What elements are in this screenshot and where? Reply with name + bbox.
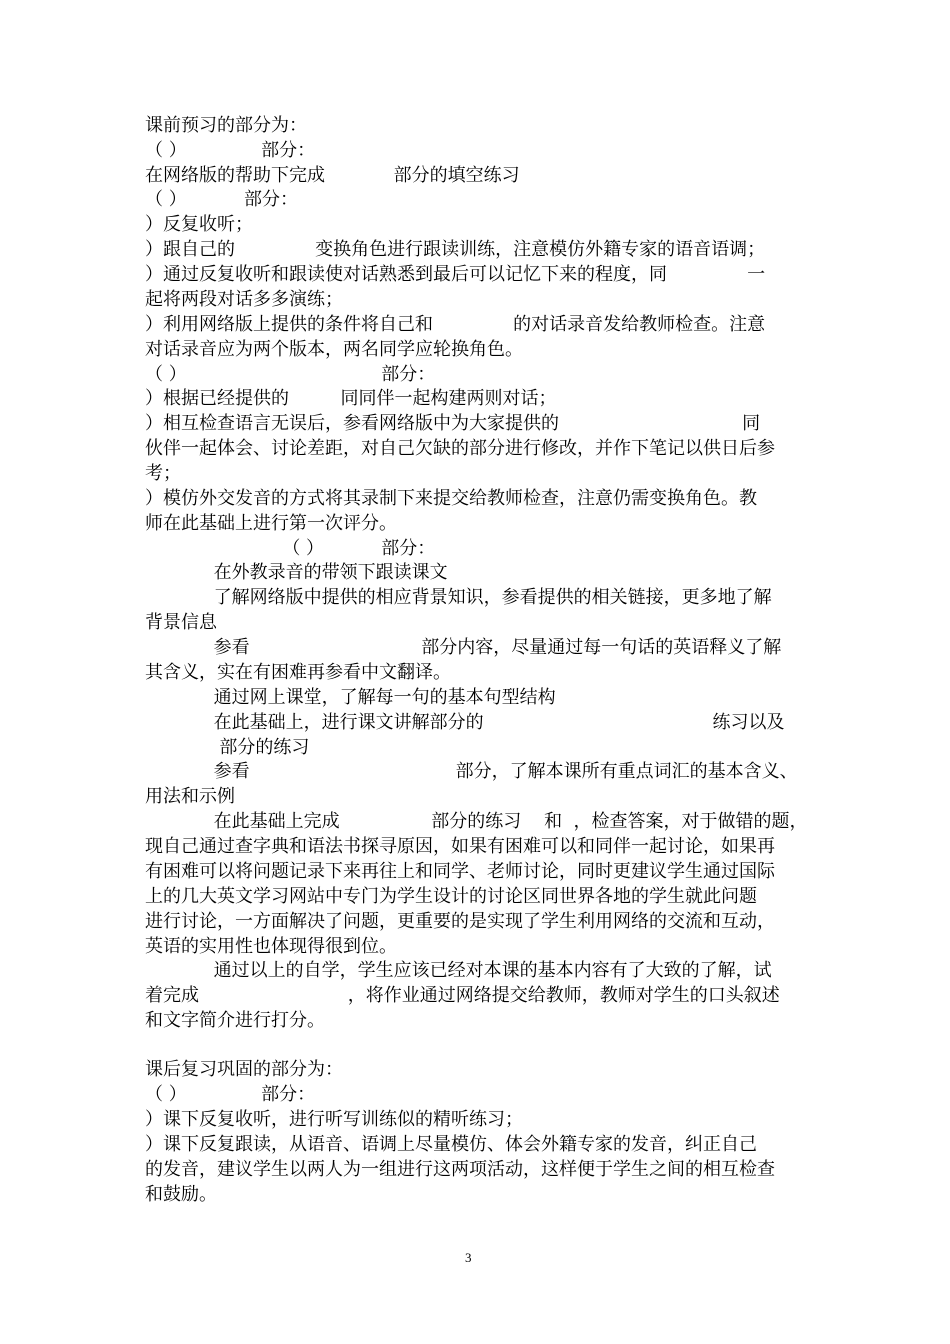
text-line: 其含义，实在有困难再参看中文翻译。 [145,662,451,683]
text-line: 和鼓励。 [145,1184,217,1205]
text-line: 课前预习的部分为： [145,115,307,136]
text-line: 对话录音应为两个版本，两名同学应轮换角色。 [145,339,523,360]
text-line: 有困难可以将问题记录下来再往上和同学、老师讨论，同时更建议学生通过国际 [145,861,775,882]
text-line: 的发音，建议学生以两人为一组进行这两项活动，这样便于学生之间的相互检查 [145,1159,775,1180]
text-line: 师在此基础上进行第一次评分。 [145,513,397,534]
text-line: 现自己通过查字典和语法书探寻原因，如果有困难可以和同伴一起讨论，如果再 [145,836,775,857]
text-line: 伙伴一起体会、讨论差距，对自己欠缺的部分进行修改，并作下笔记以供日后参 [145,438,775,459]
page-number: 3 [465,1250,472,1265]
text-line: 部分的练习 [145,737,310,758]
text-line: 在此基础上完成 部分的练习 和 ，检查答案，对于做错的题， [145,811,808,832]
text-line: 起将两段对话多多演练； [145,289,343,310]
text-line: ）根据已经提供的 同同伴一起构建两则对话； [145,388,557,409]
text-line: 进行讨论，一方面解决了问题，更重要的是实现了学生利用网络的交流和互动， [145,911,775,932]
text-line: 上的几大英文学习网站中专门为学生设计的讨论区同世界各地的学生就此问题 [145,886,757,907]
text-line: （ ） 部分： [145,189,298,210]
text-line: （ ） 部分： [145,1084,316,1105]
text-line: 和文字简介进行打分。 [145,1010,325,1031]
text-line: 英语的实用性也体现得很到位。 [145,936,397,957]
text-line: 在外教录音的带领下跟读课文 [145,562,448,583]
text-line: 在网络版的帮助下完成 部分的填空练习 [145,165,520,186]
text-line: ）跟自己的 变换角色进行跟读训练，注意模仿外籍专家的语音语调； [145,239,766,260]
text-line: ）利用网络版上提供的条件将自己和 的对话录音发给教师检查。注意 [145,314,766,335]
text-line: （ ） 部分： [145,538,436,559]
text-line: ）课下反复跟读，从语音、语调上尽量模仿、体会外籍专家的发音，纠正自己 [145,1134,757,1155]
text-line: （ ） 部分： [145,140,316,161]
text-line: ）相互检查语言无误后，参看网络版中为大家提供的 同 [145,413,761,434]
text-line: 考； [145,463,181,484]
text-line: 参看 部分内容，尽量通过每一句话的英语释义了解 [145,637,782,658]
text-line: 背景信息 [145,612,217,633]
text-line: 着完成 ，将作业通过网络提交给教师，教师对学生的口头叙述 [145,985,780,1006]
text-line: 通过以上的自学，学生应该已经对本课的基本内容有了大致的了解，试 [145,960,772,981]
text-line: ）模仿外交发音的方式将其录制下来提交给教师检查，注意仍需变换角色。教 [145,488,757,509]
text-line: （ ） 部分： [145,364,436,385]
text-line: 在此基础上，进行课文讲解部分的 练习以及 [145,712,785,733]
text-line: 参看 部分，了解本课所有重点词汇的基本含义、 [145,761,798,782]
text-line: 了解网络版中提供的相应背景知识，参看提供的相关链接，更多地了解 [145,587,772,608]
text-line: ）通过反复收听和跟读使对话熟悉到最后可以记忆下来的程度，同 一 [145,264,766,285]
text-line: ）反复收听； [145,214,253,235]
text-line: 用法和示例 [145,786,235,807]
text-line: 课后复习巩固的部分为： [145,1059,343,1080]
text-line: ）课下反复收听，进行听写训练似的精听练习； [145,1109,523,1130]
text-line: 通过网上课堂，了解每一句的基本句型结构 [145,687,556,708]
